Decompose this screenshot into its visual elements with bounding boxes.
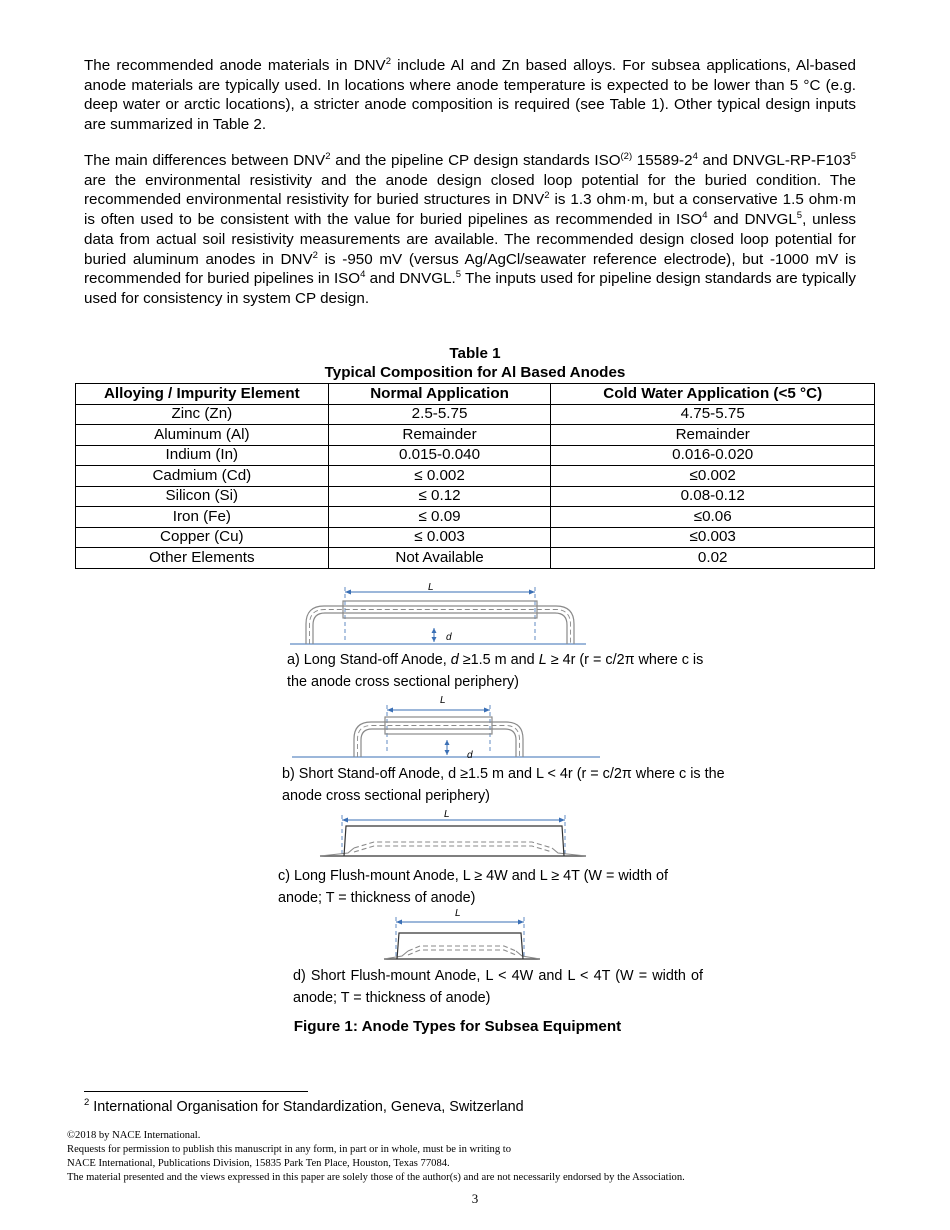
table-cell: 4.75-5.75: [551, 404, 875, 425]
table-cell: Silicon (Si): [76, 486, 329, 507]
permission-line: Requests for permission to publish this manuscript in any form, in part or in whole, must be in writing to: [67, 1144, 512, 1155]
table-cell: Remainder: [328, 425, 551, 446]
page-number: 3: [471, 1191, 479, 1206]
table-cell: Aluminum (Al): [76, 425, 329, 446]
paragraph-anode-materials: The recommended anode materials in DNV$^2$ include Al and Zn based alloys. For subsea applications, Al-based anode materials are typically used. In locations where anode temperature is expected to be lower than 5 °C (e.g. deep water or arctic locations), a stricter anode composition is required (see Table 1). Other typical design inputs are summarized in Table 2.: [84, 56, 856, 134]
figure-c-caption: c) Long Flush-mount Anode, L ≥ 4W and L ≥ 4T (W = width of anode; T = thickness of anode): [278, 868, 669, 906]
table-title: Typical Composition for Al Based Anodes: [324, 364, 626, 381]
table-row: [76, 486, 875, 507]
table-row: [76, 404, 875, 425]
table-cell: ≤ 0.002: [328, 466, 551, 487]
table-number: Table 1: [449, 345, 501, 362]
paragraph-standards-differences: The main differences between DNV$^2$ and the pipeline CP design standards ISO$^{(2)}$ $15589-2^4$ and DNVGL-$RP-F103^5$ are the environmental resistivity and the anode design closed loop potential for the buried condition. The recommended environmental resistivity for buried structures in DNV$^2$ is 1.3 ohm·m, but a conservative 1.5 ohm·m is often used to be consistent with the value for buried pipelines as recommended in ISO$^4$ and DNVGL$^5$, unless data from actual soil resistivity measurements are available. The recommended design closed loop potential for buried aluminum anodes in DNV$^2$ is -950 mV (versus Ag/AgCl/seawater reference electrode), but -1000 mV is recommended for buried pipelines in ISO$^4$ and DNVGL.$^5$ The inputs used for pipeline design standards are typically used for consistency in system CP design.: [84, 151, 857, 307]
copyright-line: ©2018 by NACE International.: [67, 1130, 201, 1141]
table-cell: 0.015-0.040: [328, 445, 551, 466]
table-row: [76, 527, 875, 548]
table-cell: Other Elements: [76, 548, 329, 569]
figure-d-caption: d) Short Flush-mount Anode, L < 4W and L < 4T (W = width of anode; T = thickness of anode): [293, 968, 703, 1006]
disclaimer-line: The material presented and the views expressed in this paper are solely those of the author(s) and are not necessarily endorsed by the Association.: [67, 1172, 685, 1183]
table-cell: ≤0.06: [551, 507, 875, 528]
footnote-divider: [84, 1091, 308, 1092]
table-row: [76, 507, 875, 528]
table-cell: ≤ 0.12: [328, 486, 551, 507]
column-header: Cold Water Application (<5 °C): [551, 384, 875, 405]
address-line: NACE International, Publications Division, 15835 Park Ten Place, Houston, Texas 77084.: [67, 1158, 450, 1169]
figure-b-short-standoff-anode: [292, 690, 602, 760]
dimension-label-L: L: [440, 695, 446, 706]
table-cell: Copper (Cu): [76, 527, 329, 548]
dimension-label-L: L: [455, 908, 461, 919]
table-cell: Indium (In): [76, 445, 329, 466]
composition-table: [75, 383, 875, 569]
table-cell: Remainder: [551, 425, 875, 446]
figure-d-short-flush-anode: [382, 906, 542, 964]
dimension-label-L: L: [444, 809, 450, 820]
figure-title: Figure 1: Anode Types for Subsea Equipment: [293, 1018, 622, 1035]
dimension-label-L: L: [428, 582, 434, 593]
table-row: [76, 466, 875, 487]
table-cell: ≤ 0.003: [328, 527, 551, 548]
table-row: [76, 445, 875, 466]
footnote: $^2$ International Organisation for Standardization, Geneva, Switzerland: [84, 1097, 524, 1115]
figure-a-long-standoff-anode: [290, 576, 590, 646]
table-cell: Iron (Fe): [76, 507, 329, 528]
table-row: [76, 425, 875, 446]
figure-a-caption: a) Long Stand-off Anode, d ≥1.5 m and L ≥ 4r (r = c/2π where c is the anode cross sectional periphery): [287, 652, 704, 690]
table-header-row: [76, 384, 875, 405]
table-cell: ≤0.003: [551, 527, 875, 548]
table-cell: Not Available: [328, 548, 551, 569]
dimension-label-d: d: [446, 632, 452, 643]
table-cell: 0.016-0.020: [551, 445, 875, 466]
column-header: Alloying / Impurity Element: [76, 384, 329, 405]
table-cell: Cadmium (Cd): [76, 466, 329, 487]
table-cell: ≤0.002: [551, 466, 875, 487]
table-cell: ≤ 0.09: [328, 507, 551, 528]
dimension-label-d: d: [467, 750, 473, 760]
figure-b-caption: b) Short Stand-off Anode, d ≥1.5 m and L < 4r (r = c/2π where c is the anode cross sectional periphery): [282, 766, 725, 804]
column-header: Normal Application: [328, 384, 551, 405]
table-cell: Zinc (Zn): [76, 404, 329, 425]
table-cell: 0.08-0.12: [551, 486, 875, 507]
figure-c-long-flush-anode: [318, 806, 593, 861]
table-cell: 0.02: [551, 548, 875, 569]
table-row: [76, 548, 875, 569]
table-cell: 2.5-5.75: [328, 404, 551, 425]
